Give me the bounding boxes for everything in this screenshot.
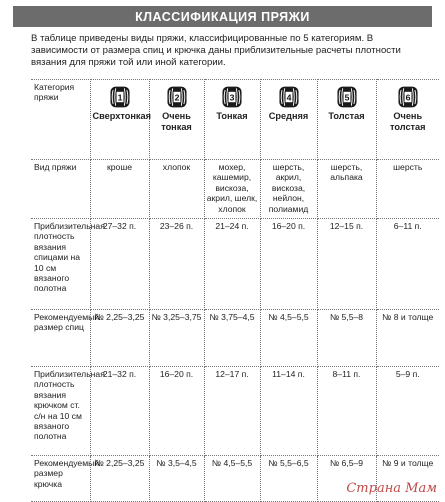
table-cell: № 2,25–3,25 [90, 456, 149, 502]
table-cell: хлопок [149, 160, 204, 219]
table-cell: № 3,5–4,5 [149, 456, 204, 502]
table-cell: шерсть, альпака [317, 160, 376, 219]
table-cell: шерсть [376, 160, 439, 219]
table-row [31, 160, 439, 219]
table-cell: № 5,5–8 [317, 310, 376, 367]
corner-label: Категория пряжи [31, 80, 90, 160]
table-cell: 27–32 п. [90, 219, 149, 310]
svg-text:3: 3 [229, 92, 235, 103]
table-cell: № 8 и толще [376, 310, 439, 367]
category-header [149, 80, 204, 160]
table-row [31, 367, 439, 456]
table-cell: шерсть, акрил, вискоза, нейлон, полиамид [260, 160, 317, 219]
svg-text:5: 5 [344, 92, 349, 103]
table-cell: 12–15 п. [317, 219, 376, 310]
category-header [260, 80, 317, 160]
category-name: Тонкая [216, 111, 248, 121]
yarn-classification-table [31, 79, 439, 502]
skein-4-icon [276, 84, 302, 110]
table-cell: 8–11 п. [317, 367, 376, 456]
section-title: КЛАССИФИКАЦИЯ ПРЯЖИ [135, 9, 310, 24]
table-cell: № 5,5–6,5 [260, 456, 317, 502]
category-name: Очень тонкая [161, 111, 192, 132]
category-name: Средняя [268, 111, 309, 121]
table-cell: 6–11 п. [376, 219, 439, 310]
table-cell: 21–32 п. [90, 367, 149, 456]
table-cell: № 2,25–3,25 [90, 310, 149, 367]
svg-text:6: 6 [405, 92, 411, 103]
skein-6-icon [395, 84, 421, 110]
table-cell: 16–20 п. [149, 367, 204, 456]
row-label: Рекомендуемый размер крючка [31, 456, 90, 502]
table-cell: № 9 и толще [376, 456, 439, 502]
table-cell: мохер, кашемир, вискоза, акрил, шелк, хлопок [204, 160, 260, 219]
table-cell: № 6,5–9 [317, 456, 376, 502]
section-banner [13, 6, 432, 27]
table-cell: крошe [90, 160, 149, 219]
skein-1-icon [107, 84, 133, 110]
category-header [317, 80, 376, 160]
skein-2-icon [164, 84, 190, 110]
skein-3-icon [219, 84, 245, 110]
site-watermark: Страна Мам [346, 481, 437, 496]
table-cell: 23–26 п. [149, 219, 204, 310]
table-cell: № 4,5–5,5 [204, 456, 260, 502]
table-cell: № 3,75–4,5 [204, 310, 260, 367]
category-header [376, 80, 439, 160]
skein-5-icon [334, 84, 360, 110]
category-name: Толстая [328, 111, 365, 121]
table-cell: 11–14 п. [260, 367, 317, 456]
row-label: Вид пряжи [31, 160, 90, 219]
row-label: Приблизительная плотность вязания крючком ст. с/н на 10 см вязаного полотна [31, 367, 90, 456]
table-cell: 5–9 п. [376, 367, 439, 456]
category-name: Сверхтонкая [92, 111, 151, 121]
svg-text:2: 2 [174, 92, 179, 103]
category-header [204, 80, 260, 160]
table-cell: 12–17 п. [204, 367, 260, 456]
svg-text:4: 4 [286, 92, 291, 103]
svg-text:1: 1 [117, 92, 122, 103]
intro-paragraph: В таблице приведены виды пряжи, классифицированные по 5 категориям. В зависимости от размера спиц и крючка даны приблизительные расчеты плотности вязания для пряжи той или иной категории. [31, 33, 401, 68]
category-name: Очень толстая [389, 111, 426, 132]
row-label: Приблизительная плотность вязания спицами на 10 см вязаного полотна [31, 219, 90, 310]
row-label: Рекомендуемый размер спиц [31, 310, 90, 367]
table-header-row [31, 80, 439, 160]
table-cell: № 3,25–3,75 [149, 310, 204, 367]
table-row [31, 310, 439, 367]
category-header [90, 80, 149, 160]
table-row [31, 219, 439, 310]
table-cell: 16–20 п. [260, 219, 317, 310]
table-cell: 21–24 п. [204, 219, 260, 310]
table-cell: № 4,5–5,5 [260, 310, 317, 367]
